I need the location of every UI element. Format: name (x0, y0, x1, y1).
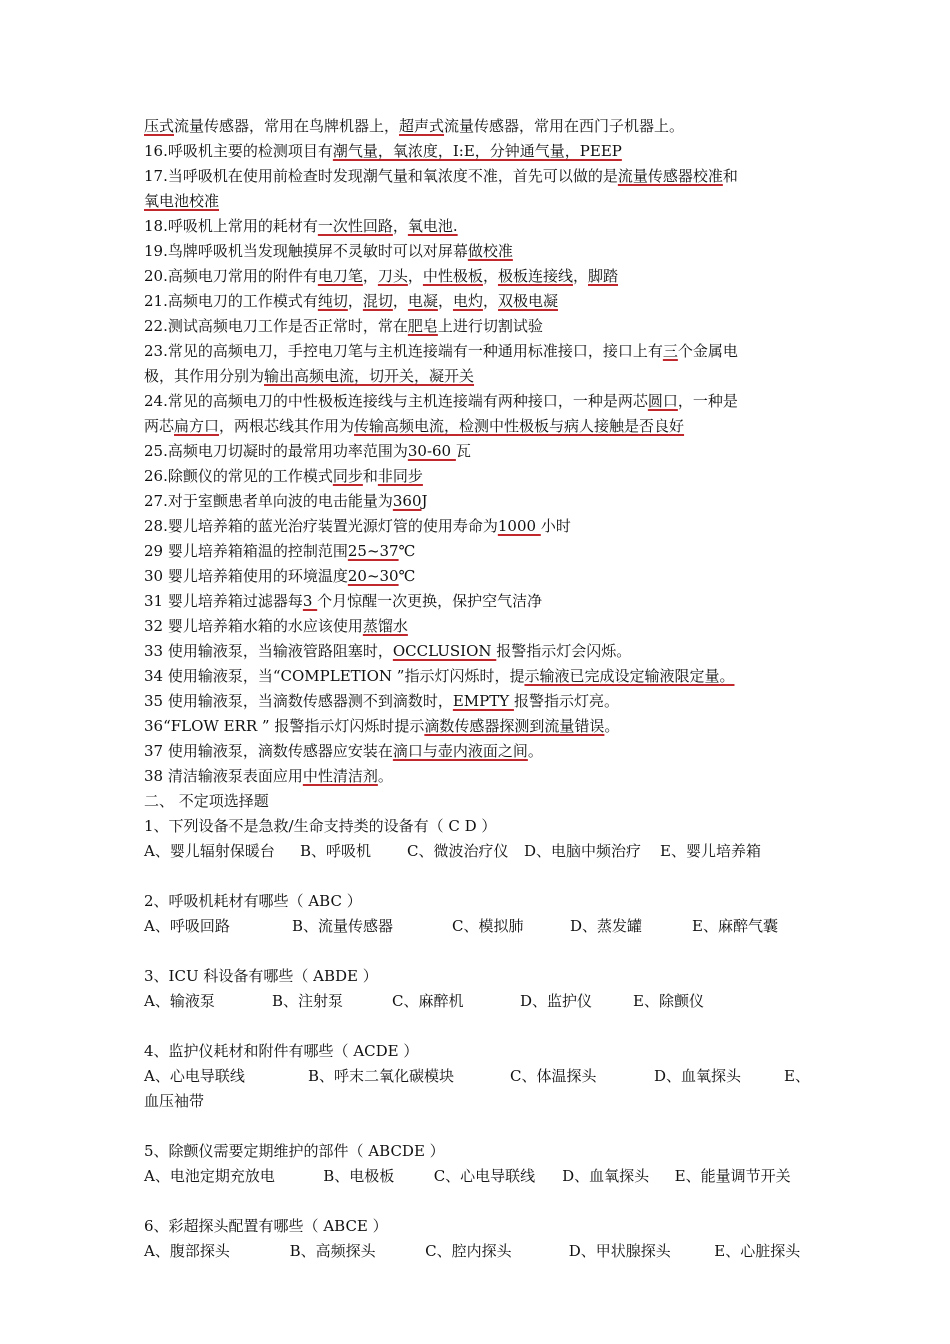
question-text: 28.婴儿培养箱的蓝光治疗装置光源灯管的使用寿命为 (144, 517, 498, 535)
answer-text: 三 (662, 342, 678, 360)
option-item: E、除颤仪 (633, 992, 704, 1010)
fill-in-line (144, 289, 814, 314)
question-text: 18.呼吸机上常用的耗材有 (144, 217, 318, 235)
option-row (144, 914, 814, 939)
question-text: 和 (362, 467, 378, 485)
question-text: 35 使用输液泵，当滴数传感器测不到滴数时， (144, 692, 453, 710)
answer-text: 非同步 (377, 467, 423, 485)
fill-in-line (144, 189, 814, 214)
fill-in-line (144, 139, 814, 164)
question-text: 24.常见的高频电刀的中性极板连接线与主机连接端有两种接口，一种是两芯 (144, 392, 648, 410)
answer-text: 纯切 (317, 292, 348, 310)
fill-in-line (144, 514, 814, 539)
answer-text: 中性极板 (422, 267, 483, 285)
question-stem: 5、除颤仪需要定期维护的部件（ ABCDE ） (144, 1142, 445, 1160)
question-text: J (421, 492, 428, 510)
question-text: 极，其作用分别为 (144, 367, 265, 385)
answer-text: 输出高频电流，切开关，凝开关 (264, 367, 475, 385)
option-item: C、模拟肺 (452, 917, 524, 935)
question-text: 29 婴儿培养箱箱温的控制范围 (144, 542, 348, 560)
option-item: B、注射泵 (272, 992, 344, 1010)
option-item: E、能量调节开关 (674, 1167, 791, 1185)
question-text: 报警指示灯会闪烁。 (496, 642, 632, 660)
answer-text: 电刀笔 (317, 267, 363, 285)
answer-text: 中性清洁剂 (302, 767, 378, 785)
fill-in-line (144, 564, 814, 589)
question-stem: 3、ICU 科设备有哪些（ ABDE ） (144, 967, 378, 985)
fill-in-line (144, 639, 814, 664)
question-text: 报警指示灯亮。 (513, 692, 619, 710)
option-row (144, 1164, 814, 1189)
fill-in-line (144, 764, 814, 789)
answer-text: 滴数传感器探测到流量错误 (424, 717, 605, 735)
question-text: ，两根芯线其作用为 (219, 417, 355, 435)
question-text: 。 (527, 742, 543, 760)
fill-in-line (144, 689, 814, 714)
question-text: 37 使用输液泵，滴数传感器应安装在 (144, 742, 393, 760)
option-item: C、心电导联线 (433, 1167, 536, 1185)
answer-text: 圆口 (647, 392, 678, 410)
question-text: 。 (377, 767, 393, 785)
spacer (144, 939, 814, 964)
question-text: 。 (604, 717, 620, 735)
option-row (144, 1064, 814, 1089)
answer-text: OCCLUSION (392, 642, 497, 660)
answer-text: 25~37 (347, 542, 399, 560)
option-item: D、电脑中频治疗 (524, 842, 642, 860)
answer-text: 潮气量，氧浓度，I:E，分钟通气量，PEEP (332, 142, 622, 160)
option-row (144, 839, 814, 864)
fill-in-line (144, 389, 814, 414)
answer-text: 30-60 (407, 442, 456, 460)
option-row (144, 1239, 814, 1264)
fill-in-line (144, 314, 814, 339)
question-text: ， (407, 267, 423, 285)
answer-text: 混切 (362, 292, 393, 310)
option-item: C、体温探头 (510, 1067, 597, 1085)
fill-in-line (144, 264, 814, 289)
question-text: 瓦 (455, 442, 471, 460)
fill-in-section (144, 114, 814, 789)
fill-in-line (144, 739, 814, 764)
question-text: 26.除颤仪的常见的工作模式 (144, 467, 333, 485)
answer-text: 滴口与壶内液面之间 (392, 742, 528, 760)
option-item: A、电池定期充放电 (144, 1167, 275, 1185)
question-text: ， (362, 267, 378, 285)
question-text: ， (347, 292, 363, 310)
answer-text: 电凝 (407, 292, 438, 310)
answer-text: 双极电凝 (497, 292, 558, 310)
fill-in-line (144, 539, 814, 564)
option-item: D、蒸发罐 (570, 917, 643, 935)
fill-in-line (144, 439, 814, 464)
question-text: 23.常见的高频电刀，手控电刀笔与主机连接端有一种通用标准接口，接口上有 (144, 342, 663, 360)
answer-text: 超声式 (399, 117, 445, 135)
fill-in-line (144, 714, 814, 739)
option-item: C、麻醉机 (392, 992, 464, 1010)
option-continuation: 血压袖带 (144, 1092, 205, 1110)
question-stem: 4、监护仪耗材和附件有哪些（ ACDE ） (144, 1042, 419, 1060)
question-text: ， (482, 267, 498, 285)
question-text: ℃ (398, 542, 416, 560)
answer-text: 扁方口 (174, 417, 220, 435)
question-text: 流量传感器，常用在西门子机器上。 (444, 117, 685, 135)
fill-in-line (144, 164, 814, 189)
fill-in-line (144, 214, 814, 239)
fill-in-line (144, 339, 814, 364)
answer-text: 氧电池. (407, 217, 458, 235)
question-text: 上进行切割试验 (437, 317, 543, 335)
fill-in-line (144, 114, 814, 139)
spacer (144, 864, 814, 889)
spacer (144, 1114, 814, 1139)
question-stem: 2、呼吸机耗材有哪些（ ABC ） (144, 892, 362, 910)
answer-text: 1000 (497, 517, 541, 535)
option-item: A、婴儿辐射保暖台 (144, 842, 275, 860)
answer-text: 压式 (144, 117, 175, 135)
fill-in-line (144, 664, 814, 689)
answer-text: 流量传感器校准 (617, 167, 723, 185)
question-text: 19.鸟牌呼吸机当发现触摸屏不灵敏时可以对屏幕 (144, 242, 468, 260)
question-text: 21.高频电刀的工作模式有 (144, 292, 318, 310)
section-heading: 二、 不定项选择题 (144, 792, 269, 810)
question-text: ， (392, 217, 408, 235)
option-item: C、腔内探头 (425, 1242, 512, 1260)
question-text: 16.呼吸机主要的检测项目有 (144, 142, 333, 160)
answer-text: 肥皂 (407, 317, 438, 335)
answer-text: 电灼 (452, 292, 483, 310)
document-page (144, 114, 814, 1264)
question-text: 30 婴儿培养箱使用的环境温度 (144, 567, 348, 585)
option-item: A、输液泵 (144, 992, 215, 1010)
option-item: A、心电导联线 (144, 1067, 245, 1085)
option-item: B、高频探头 (289, 1242, 376, 1260)
spacer (144, 1189, 814, 1214)
fill-in-line (144, 414, 814, 439)
question-text: 33 使用输液泵，当输液管路阻塞时， (144, 642, 393, 660)
answer-text: 示输液已完成设定输液限定量。 (524, 667, 735, 685)
question-text: 个金属电 (677, 342, 738, 360)
answer-text: 脚踏 (587, 267, 618, 285)
question-text: 17.当呼吸机在使用前检查时发现潮气量和氧浓度不准，首先可以做的是 (144, 167, 618, 185)
answer-text: 一次性回路 (317, 217, 393, 235)
option-item: E、麻醉气囊 (692, 917, 778, 935)
question-text: 36“FLOW ERR ” 报警指示灯闪烁时提示 (144, 717, 425, 735)
option-item: D、血氧探头 (654, 1067, 742, 1085)
option-item: D、甲状腺探头 (568, 1242, 671, 1260)
answer-text: 氧电池校准 (144, 192, 220, 210)
answer-text: EMPTY (452, 692, 514, 710)
question-text: ， (482, 292, 498, 310)
question-text: 两芯 (144, 417, 175, 435)
question-text: 38 清洁输液泵表面应用 (144, 767, 303, 785)
fill-in-line (144, 589, 814, 614)
option-item: B、流量传感器 (292, 917, 394, 935)
question-text: 34 使用输液泵，当“COMPLETION ”指示灯闪烁时，提 (144, 667, 525, 685)
question-text: 和 (722, 167, 738, 185)
option-item: B、电极板 (323, 1167, 395, 1185)
question-text: ，一种是 (677, 392, 738, 410)
question-text: ， (437, 292, 453, 310)
question-text: 小时 (540, 517, 571, 535)
fill-in-line (144, 464, 814, 489)
answer-text: 3 (302, 592, 318, 610)
question-text: 32 婴儿培养箱水箱的水应该使用 (144, 617, 363, 635)
question-text: ， (392, 292, 408, 310)
question-text: 27.对于室颤患者单向波的电击能量为 (144, 492, 393, 510)
option-item: D、血氧探头 (562, 1167, 650, 1185)
answer-text: 刀头 (377, 267, 408, 285)
option-item: E、婴儿培养箱 (660, 842, 761, 860)
option-item: A、腹部探头 (144, 1242, 230, 1260)
option-row (144, 989, 814, 1014)
question-text: 25.高频电刀切凝时的最常用功率范围为 (144, 442, 408, 460)
option-item: E、 (784, 1067, 810, 1085)
fill-in-line (144, 364, 814, 389)
question-stem: 6、彩超探头配置有哪些（ ABCE ） (144, 1217, 388, 1235)
answer-text: 同步 (332, 467, 363, 485)
option-item: A、呼吸回路 (144, 917, 230, 935)
answer-text: 做校准 (467, 242, 513, 260)
question-text: 20.高频电刀常用的附件有 (144, 267, 318, 285)
answer-text: 蒸馏水 (362, 617, 408, 635)
fill-in-line (144, 614, 814, 639)
fill-in-line (144, 489, 814, 514)
question-text: ， (572, 267, 588, 285)
option-item: D、监护仪 (520, 992, 593, 1010)
question-stem: 1、下列设备不是急救/生命支持类的设备有（ C D ） (144, 817, 497, 835)
choice-section (144, 814, 814, 1264)
question-text: 流量传感器，常用在鸟牌机器上， (174, 117, 400, 135)
spacer (144, 1014, 814, 1039)
option-item: C、微波治疗仪 (407, 842, 509, 860)
question-text: 个月惊醒一次更换，保护空气洁净 (317, 592, 543, 610)
answer-text: 传输高频电流，检测中性极板与病人接触是否良好 (354, 417, 685, 435)
answer-text: 360 (392, 492, 422, 510)
answer-text: 极板连接线 (497, 267, 573, 285)
question-text: 31 婴儿培养箱过滤器每 (144, 592, 303, 610)
fill-in-line (144, 239, 814, 264)
option-item: E、心脏探头 (714, 1242, 801, 1260)
option-item: B、呼末二氧化碳模块 (308, 1067, 455, 1085)
answer-text: 20~30 (347, 567, 399, 585)
question-text: ℃ (398, 567, 416, 585)
question-text: 22.测试高频电刀工作是否正常时，常在 (144, 317, 408, 335)
option-item: B、呼吸机 (300, 842, 372, 860)
